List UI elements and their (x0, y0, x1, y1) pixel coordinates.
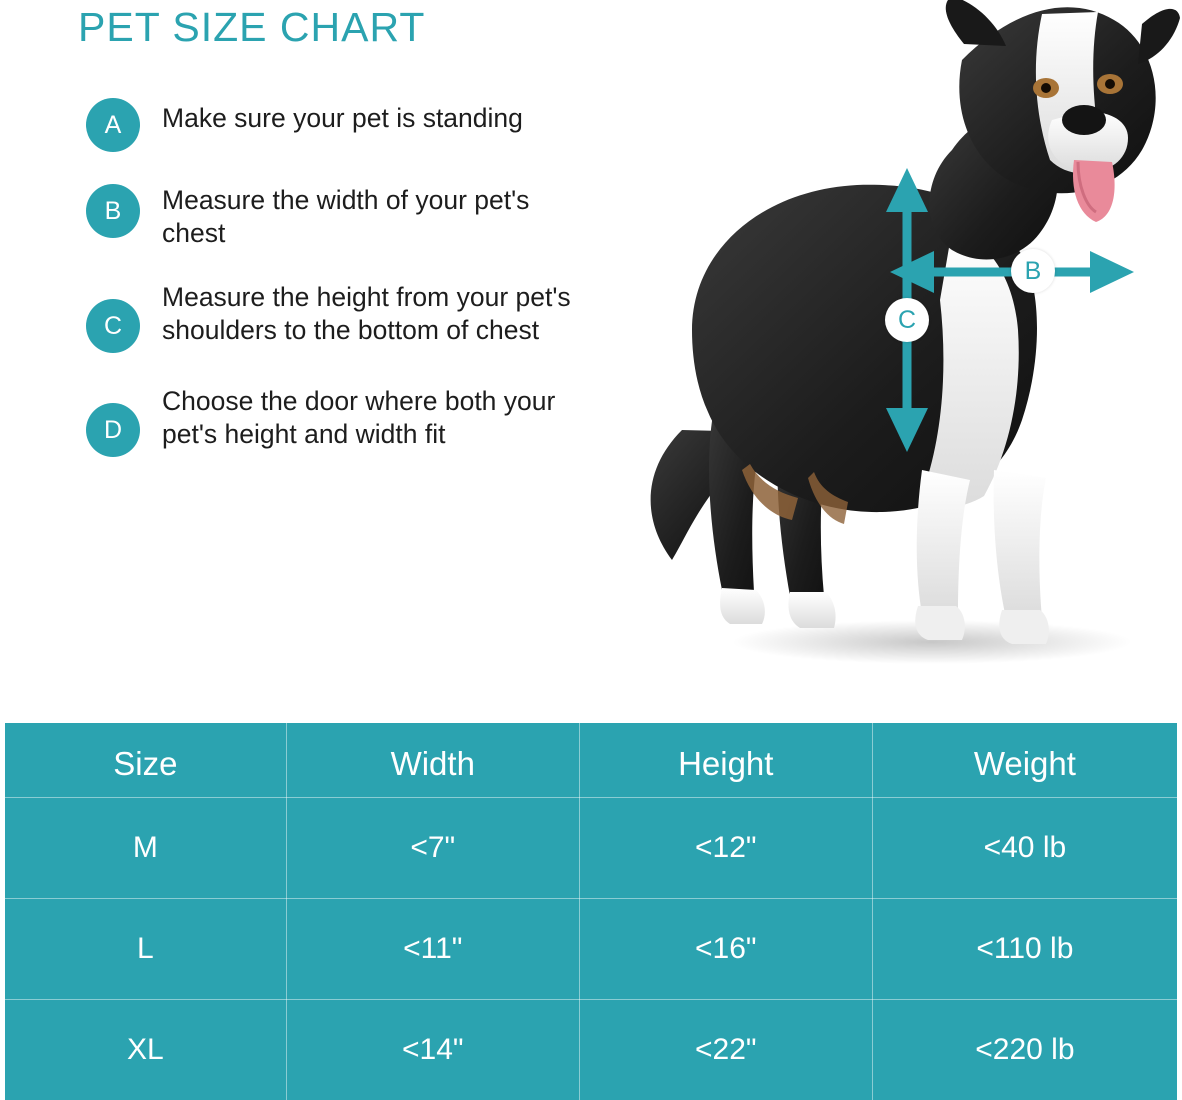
section-divider (0, 700, 1182, 723)
measure-badge-width: B (1011, 249, 1055, 293)
measure-badge-height: C (885, 298, 929, 342)
cell-width: <11" (286, 899, 579, 1000)
cell-size: L (5, 899, 286, 1000)
cell-weight: <110 lb (872, 899, 1177, 1000)
cell-height: <22" (579, 1000, 872, 1100)
step-text-d: Choose the door where both your pet's height and width fit (162, 386, 556, 449)
step-text-b: Measure the width of your pet's chest (162, 185, 530, 248)
step-badge-b: B (86, 184, 140, 238)
step-badge-a: A (86, 98, 140, 152)
cell-height: <16" (579, 899, 872, 1000)
step-badge-d: D (86, 403, 140, 457)
list-item (86, 98, 646, 152)
table-header-row (5, 723, 1177, 798)
dog-photo (622, 0, 1182, 680)
column-header-weight: Weight (872, 723, 1177, 798)
column-header-width: Width (286, 723, 579, 798)
size-table (5, 723, 1177, 1100)
step-text-c: Measure the height from your pet's shoulders to the bottom of chest (162, 282, 571, 345)
size-table-element (5, 723, 1177, 1100)
column-header-height: Height (579, 723, 872, 798)
step-text-a: Make sure your pet is standing (162, 103, 523, 133)
cell-width: <7" (286, 798, 579, 899)
cell-height: <12" (579, 798, 872, 899)
cell-size: M (5, 798, 286, 899)
table-row (5, 798, 1177, 899)
column-header-size: Size (5, 723, 286, 798)
cell-weight: <220 lb (975, 1033, 1075, 1067)
cell-weight: <40 lb (872, 798, 1177, 899)
list-item (86, 180, 646, 249)
step-badge-c: C (86, 299, 140, 353)
table-row (5, 1000, 1177, 1100)
cell-width: <14" (286, 1000, 579, 1100)
table-row (5, 899, 1177, 1000)
list-item (86, 277, 646, 353)
page-title: PET SIZE CHART (78, 4, 426, 50)
cell-size: XL (5, 1000, 286, 1100)
list-item (86, 381, 646, 457)
instruction-list (86, 98, 646, 485)
